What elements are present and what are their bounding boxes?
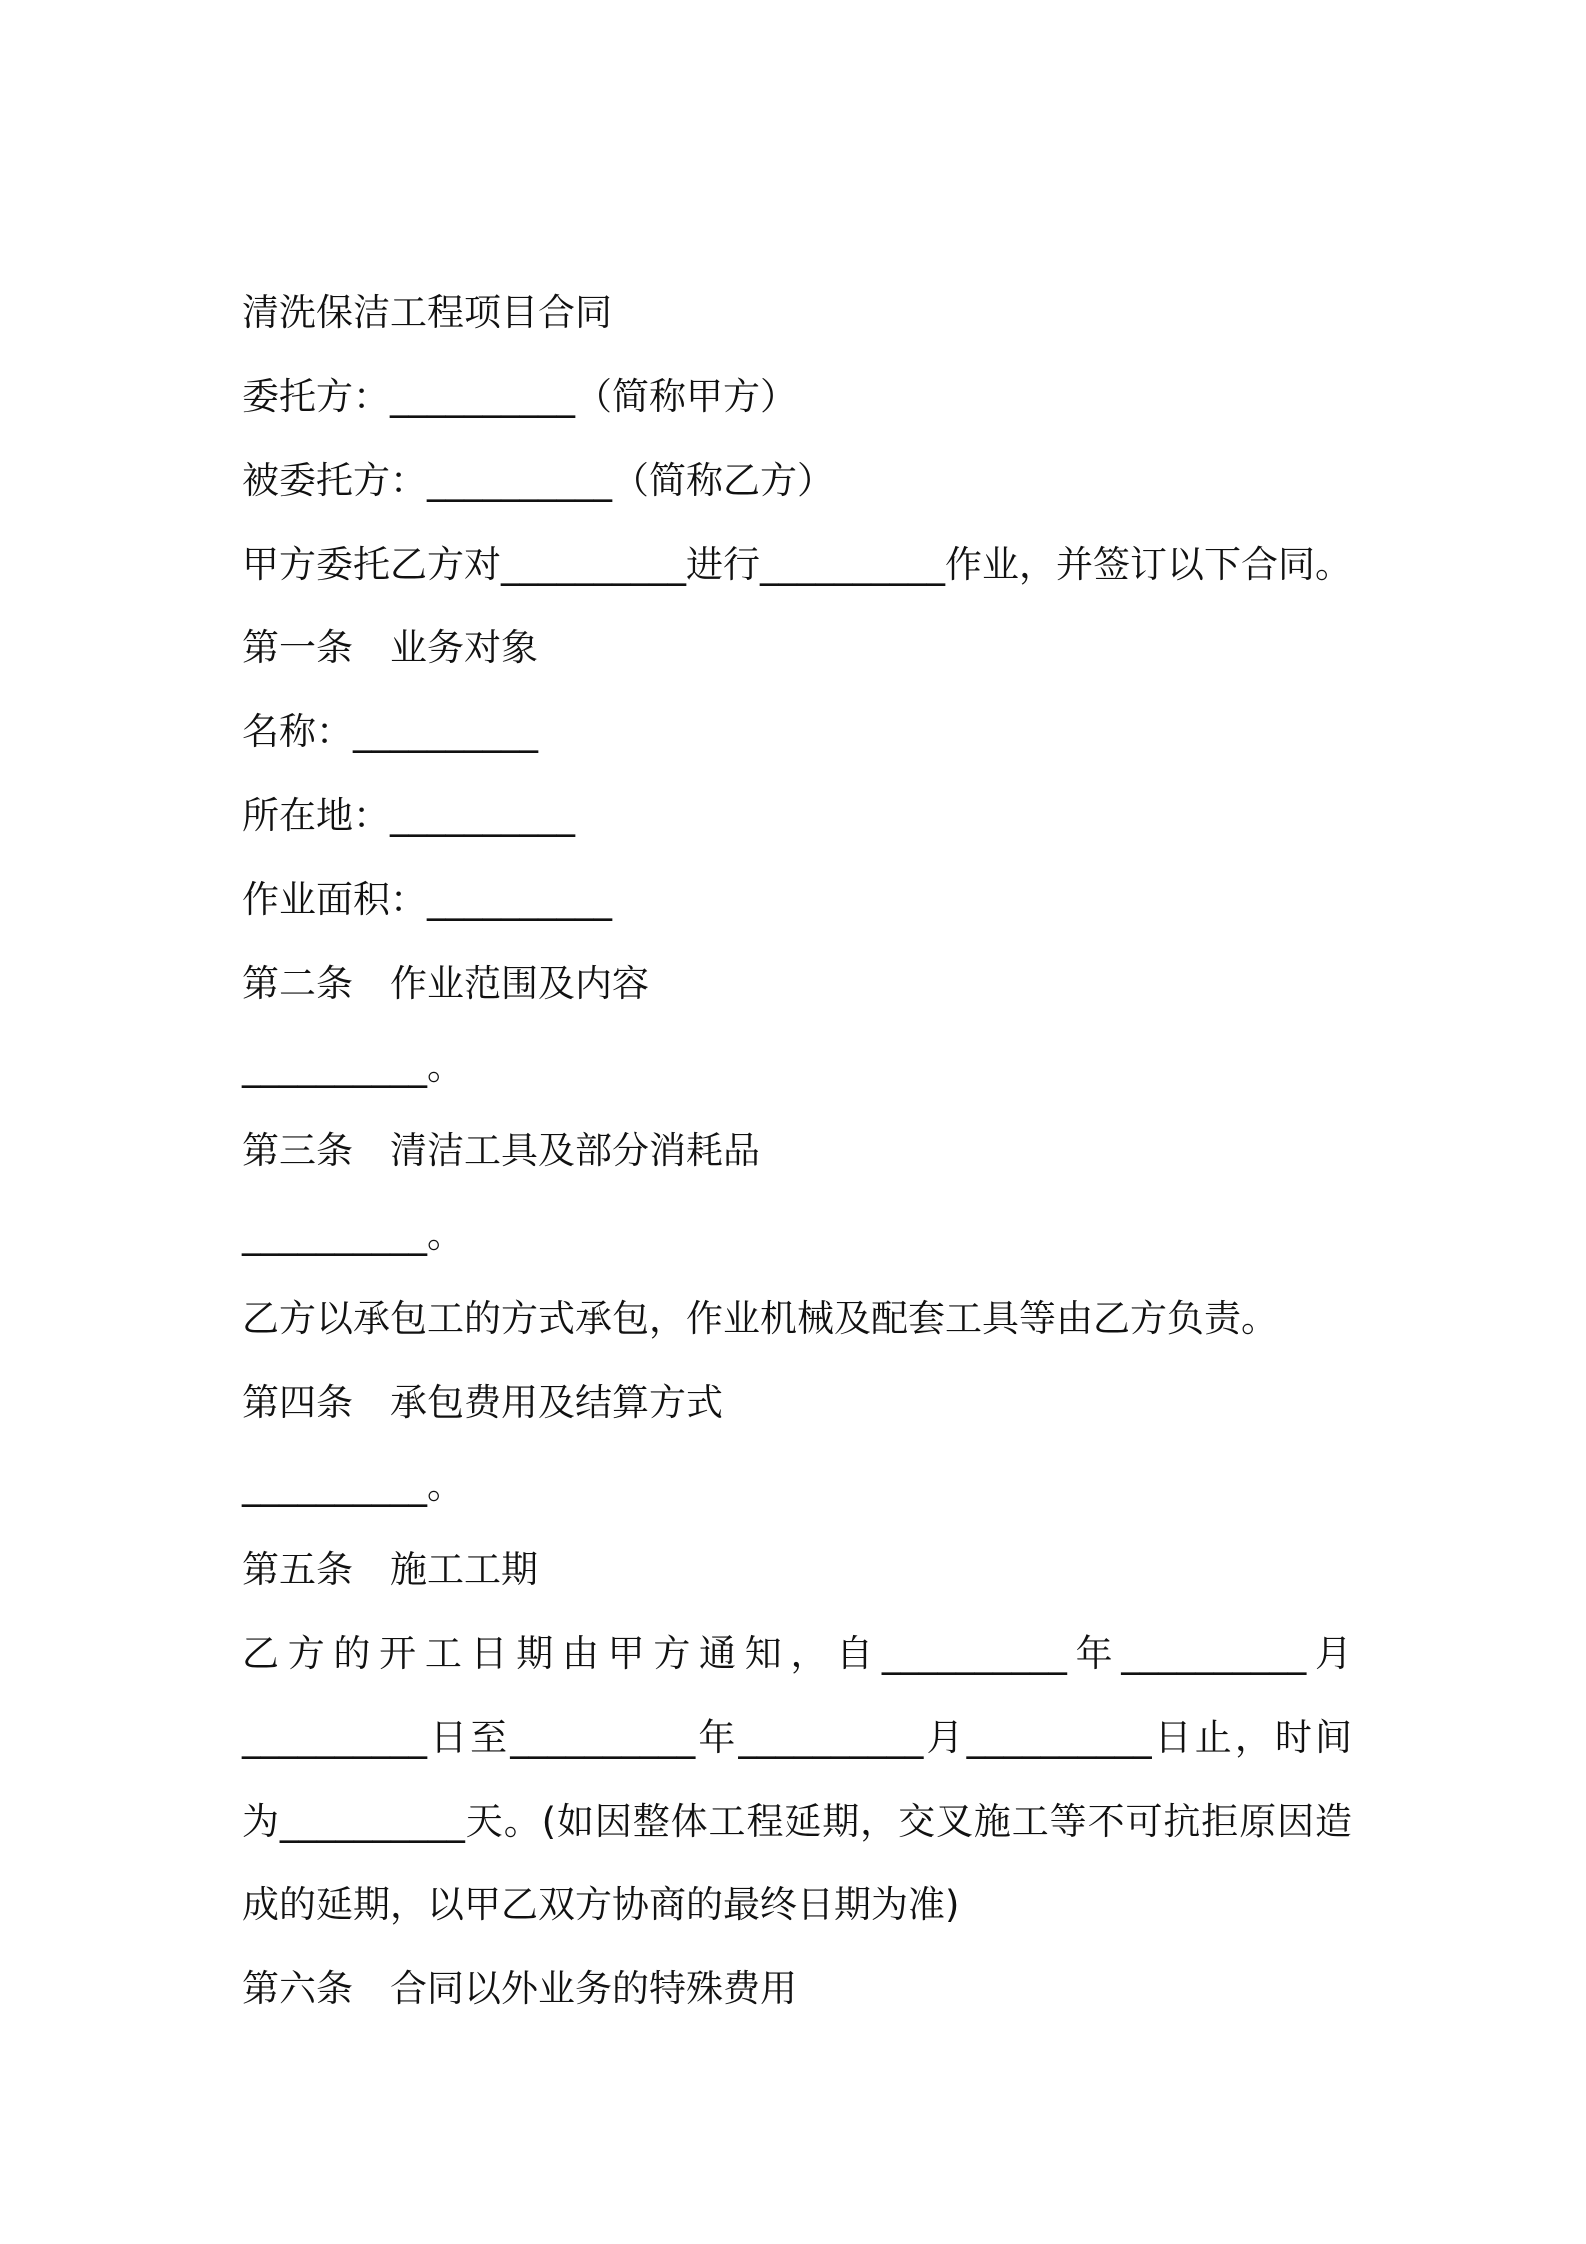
article-5-body-line-4: 成的延期，以甲乙双方协商的最终日期为准) <box>242 1883 960 1926</box>
party-b-line: 被委托方：__________（简称乙方） <box>242 459 834 502</box>
name-field: 名称：__________ <box>242 710 538 753</box>
commission-statement: 甲方委托乙方对__________进行__________作业，并签订以下合同。 <box>242 543 1352 586</box>
article-3-body: 乙方以承包工的方式承包，作业机械及配套工具等由乙方负责。 <box>242 1297 1278 1340</box>
article-2-heading: 第二条 作业范围及内容 <box>242 962 649 1005</box>
article-4-heading: 第四条 承包费用及结算方式 <box>242 1381 723 1424</box>
article-4-blank: __________。 <box>242 1464 464 1507</box>
document-title: 清洗保洁工程项目合同 <box>242 291 612 334</box>
article-2-blank: __________。 <box>242 1045 464 1088</box>
work-area-field: 作业面积：__________ <box>242 878 612 921</box>
article-6-heading: 第六条 合同以外业务的特殊费用 <box>242 1967 797 2010</box>
article-3-heading: 第三条 清洁工具及部分消耗品 <box>242 1129 760 1172</box>
article-1-heading: 第一条 业务对象 <box>242 626 538 669</box>
article-5-body-line-2: __________日至__________年__________月__________日止，时间 <box>242 1716 1352 1759</box>
party-a-line: 委托方：__________（简称甲方） <box>242 375 797 418</box>
article-5-body-line-1: 乙方的开工日期由甲方通知，自__________年__________月 <box>242 1632 1352 1675</box>
location-field: 所在地：__________ <box>242 794 575 837</box>
article-5-heading: 第五条 施工工期 <box>242 1548 538 1591</box>
article-3-blank: __________。 <box>242 1213 464 1256</box>
article-5-body-line-3: 为__________天。(如因整体工程延期，交叉施工等不可抗拒原因造 <box>242 1800 1352 1843</box>
